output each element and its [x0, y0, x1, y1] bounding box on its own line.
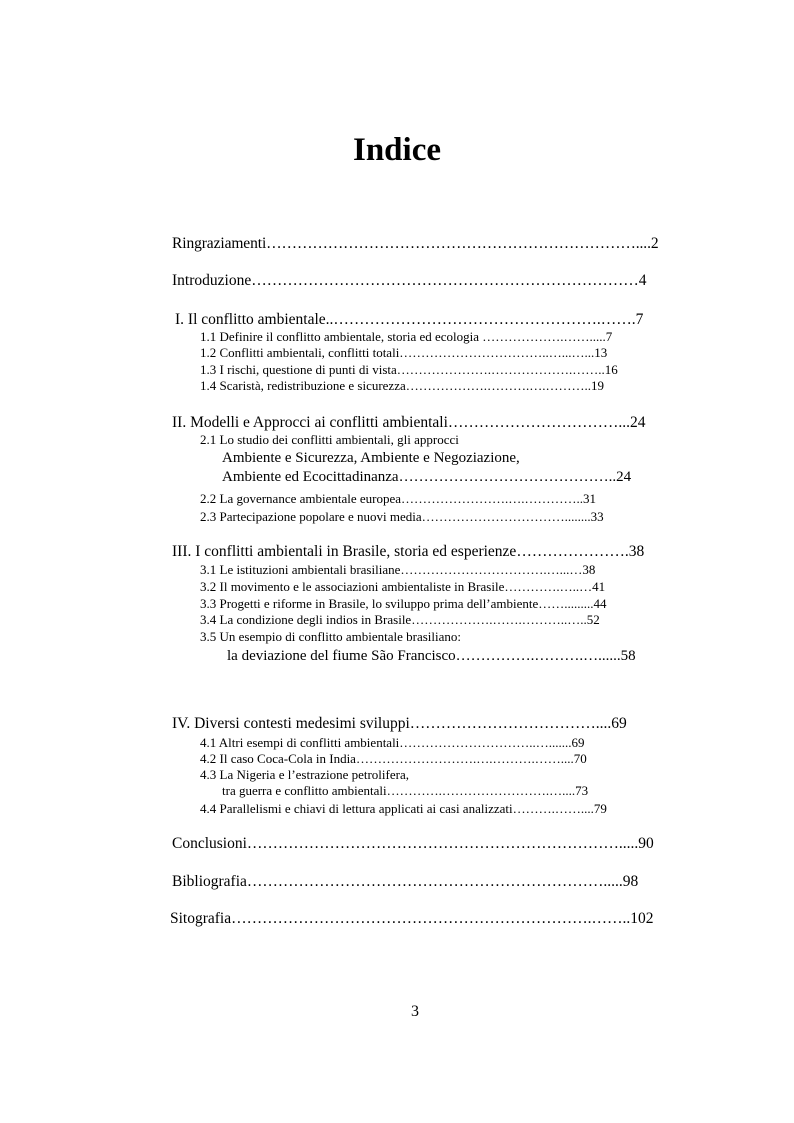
toc-section-2-1-line2: Ambiente e Sicurezza, Ambiente e Negoziazione,	[222, 450, 520, 466]
toc-section-2-1-line3[interactable]: Ambiente ed Ecocittadinanza……………………………………..24	[222, 469, 632, 485]
toc-section-3-3[interactable]: 3.3 Progetti e riforme in Brasile, lo sviluppo prima dell’ambiente…….........44	[200, 596, 607, 611]
toc-section-2-2[interactable]: 2.2 La governance ambientale europea…………………….….…………..31	[200, 491, 597, 506]
toc-chapter-2[interactable]: II. Modelli e Approcci ai conflitti ambientali……………………………...24	[172, 414, 646, 431]
toc-section-3-5[interactable]: 3.5 Un esempio di conflitto ambientale brasiliano:	[200, 629, 462, 644]
toc-sitografia[interactable]: Sitografia…………………………………………………………….……..102	[170, 910, 654, 927]
toc-section-2-1[interactable]: 2.1 Lo studio dei conflitti ambientali, gli approcci	[200, 432, 459, 447]
toc-section-4-4[interactable]: 4.4 Parallelismi e chiavi di lettura applicati ai casi analizzati……….……....79	[200, 801, 607, 816]
toc-section-2-3[interactable]: 2.3 Partecipazione popolare e nuovi media……………………………........33	[200, 509, 604, 524]
page-number: 3	[411, 1003, 419, 1020]
toc-section-1-4[interactable]: 1.4 Scaristà, redistribuzione e sicurezza……………….……….….………..19	[200, 378, 604, 393]
toc-section-1-1[interactable]: 1.1 Definire il conflitto ambientale, storia ed ecologia ……………….…….....7	[200, 329, 613, 344]
toc-section-4-2[interactable]: 4.2 Il caso Coca-Cola in India……………………….….……….……....70	[200, 751, 587, 766]
toc-section-4-1[interactable]: 4.1 Altri esempi di conflitti ambientali…………………………..….......69	[200, 735, 585, 750]
toc-section-3-5-line2[interactable]: la deviazione del fiume São Francisco…………….……….…......58	[227, 648, 636, 664]
toc-bibliografia[interactable]: Bibliografia…………………………………………………………….....98	[172, 873, 639, 890]
toc-section-1-2[interactable]: 1.2 Conflitti ambientali, conflitti totali……………………………..…...…...13	[200, 345, 608, 360]
toc-ringraziamenti[interactable]: Ringraziamenti………………………………………………………………....2	[172, 235, 659, 252]
toc-section-3-4[interactable]: 3.4 La condizione degli indios in Brasile……………….…….………..…..52	[200, 612, 600, 627]
toc-chapter-4[interactable]: IV. Diversi contesti medesimi sviluppi………………………………....69	[172, 715, 627, 732]
toc-section-1-3[interactable]: 1.3 I rischi, questione di punti di vista………………….……………….……..16	[200, 362, 618, 377]
toc-chapter-1[interactable]: I. Il conflitto ambientale..…………………………………………….…….7	[175, 311, 644, 328]
toc-conclusioni[interactable]: Conclusioni……………………………………………………………….....90	[172, 835, 654, 852]
page-title: Indice	[352, 132, 441, 168]
toc-chapter-3[interactable]: III. I conflitti ambientali in Brasile, storia ed esperienze………………….38	[172, 543, 645, 560]
toc-section-3-1[interactable]: 3.1 Le istituzioni ambientali brasiliane…………………………….…...…38	[200, 562, 596, 577]
toc-section-4-3[interactable]: 4.3 La Nigeria e l’estrazione petrolifera,	[200, 767, 409, 782]
toc-section-4-3-line2[interactable]: tra guerra e conflitto ambientali………….…………………….…....73	[222, 783, 589, 798]
toc-section-3-2[interactable]: 3.2 Il movimento e le associazioni ambientaliste in Brasile………….…..…41	[200, 579, 606, 594]
toc-introduzione[interactable]: Introduzione…………………………………………………………………4	[172, 272, 647, 289]
